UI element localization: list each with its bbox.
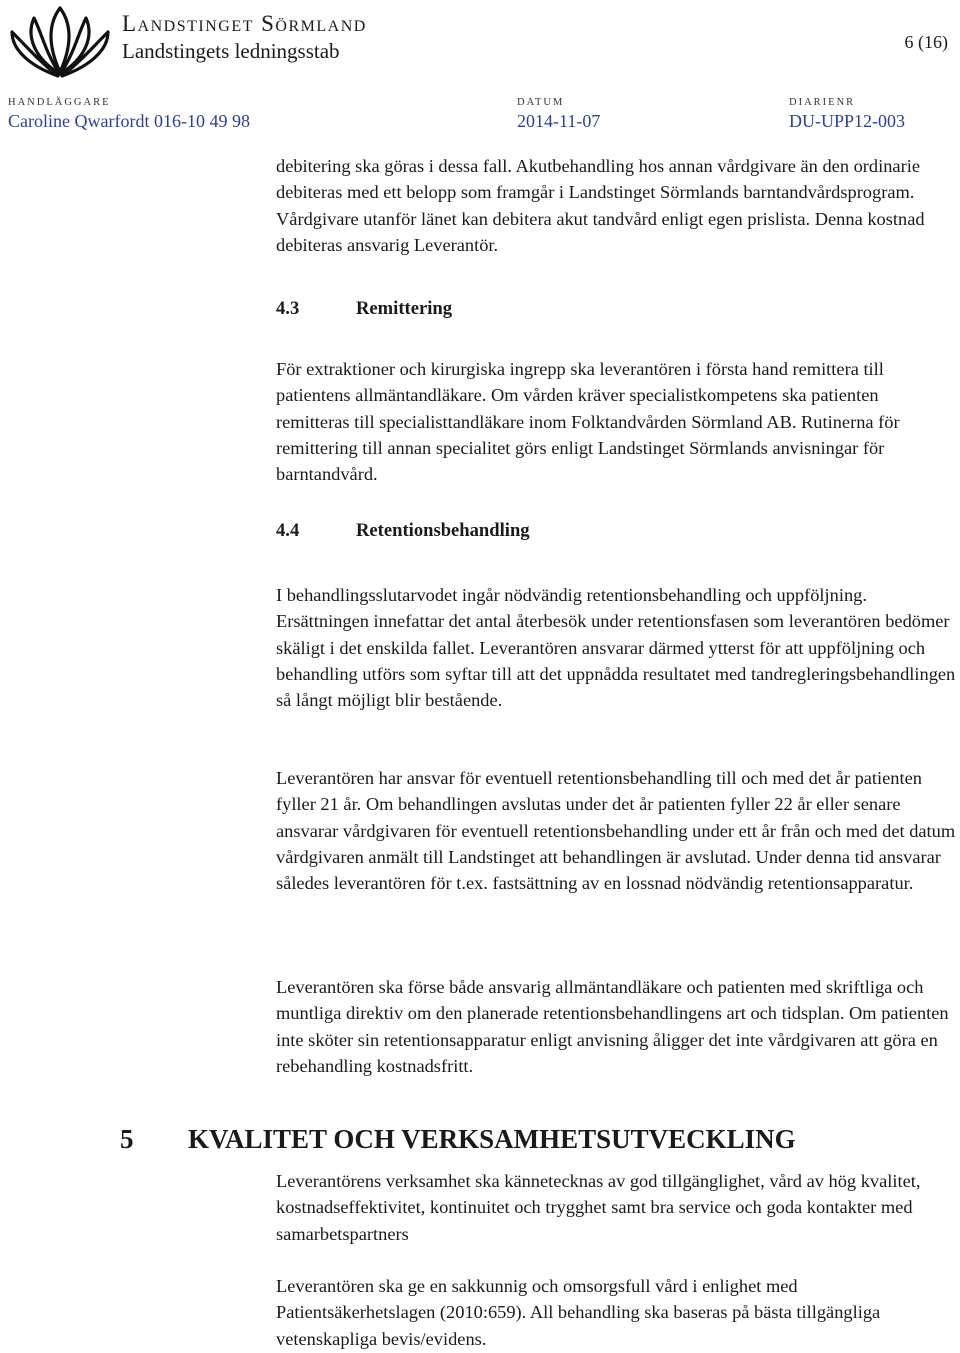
section-4-3-paragraph: För extraktioner och kirurgiska ingrepp ska leverantören i första hand remittera till patientens allmäntandläkare. Om vården kräver specialistkompetens ska patienten remitteras till specialisttandläkare inom Folktandvården Sörmland AB. Rutinerna för remittering till annan specialitet görs enligt Landstinget Sörmlands anvisningar för barntandvård. <box>276 359 900 485</box>
landstinget-logo-icon <box>4 2 116 80</box>
section-4-4-paragraph-1: I behandlingsslutarvodet ingår nödvändig retentionsbehandling och uppföljning. Ersättningen innefattar det antal återbesök under retentionsfasen som leverantören bedömer skäligt i det enskilda fallet. Leverantören ansvarar därmed ytterst för att uppföljning och behandling utförs som syftar till att det uppnådda resultatet med tandregleringsbehandlingen så långt möjligt blir bestående. <box>276 585 956 711</box>
handlaggare-label: HANDLÄGGARE <box>8 97 111 108</box>
datum-label: DATUM <box>517 97 565 108</box>
diarienr-value: DU-UPP12-003 <box>789 111 906 131</box>
page-number: 6 (16) <box>904 32 948 52</box>
organization-name: Landstinget Sörmland <box>122 11 367 36</box>
section-4-3-heading <box>276 298 452 320</box>
section-5-paragraph-1: Leverantörens verksamhet ska kännetecknas av god tillgänglighet, vård av hög kvalitet, kostnadseffektivitet, kontinuitet och trygghet samt bra service och goda kontakter med samarbetspartners <box>276 1171 921 1244</box>
diarienr-label: DIARIENR <box>789 97 856 108</box>
section-4-4-paragraph-3: Leverantören ska förse både ansvarig allmäntandläkare och patienten med skriftliga och muntliga direktiv om den planerade retentionsbehandlingens art och tidsplan. Om patienten inte sköter sin retentionsapparatur enligt anvisning åligger det inte vårdgivaren att göra en rebehandling kostnadsfritt. <box>276 977 949 1076</box>
section-5-heading <box>120 1124 796 1155</box>
datum-value: 2014-11-07 <box>517 111 601 131</box>
section-title: Remittering <box>356 298 453 319</box>
section-title: KVALITET OCH VERKSAMHETSUTVECKLING <box>188 1124 796 1154</box>
section-number: 4.3 <box>276 298 300 319</box>
section-number: 4.4 <box>276 520 300 541</box>
handlaggare-value: Caroline Qwarfordt 016-10 49 98 <box>8 111 250 131</box>
intro-paragraph: debitering ska göras i dessa fall. Akutbehandling hos annan vårdgivare än den ordinarie debiteras med ett belopp som framgår i Landstinget Sörmlands barntandvårdsprogram. Vårdgivare utanför länet kan debitera akut tandvård enligt egen prislista. Denna kostnad debiteras ansvarig Leverantör. <box>276 156 925 255</box>
section-number: 5 <box>120 1124 134 1154</box>
section-4-4-paragraph-2: Leverantören har ansvar för eventuell retentionsbehandling till och med det år patienten fyller 21 år. Om behandlingen avslutas under det år patienten fyller 22 år eller senare ansvarar vårdgivaren för eventuell retentionsbehandling under ett år från och med det datum vårdgivaren anmält till Landstinget att behandlingen är avslutad. Under denna tid ansvarar således leverantören för t.ex. fastsättning av en lossnad nödvändig retentionsapparatur. <box>276 768 956 894</box>
section-5-paragraph-2: Leverantören ska ge en sakkunnig och omsorgsfull vård i enlighet med Patientsäkerhetslagen (2010:659). All behandling ska baseras på bästa tillgängliga vetenskapliga bevis/evidens. <box>276 1276 881 1349</box>
section-title: Retentionsbehandling <box>356 520 530 541</box>
section-4-4-heading <box>276 520 530 542</box>
organization-subtitle: Landstingets ledningsstab <box>122 39 340 63</box>
